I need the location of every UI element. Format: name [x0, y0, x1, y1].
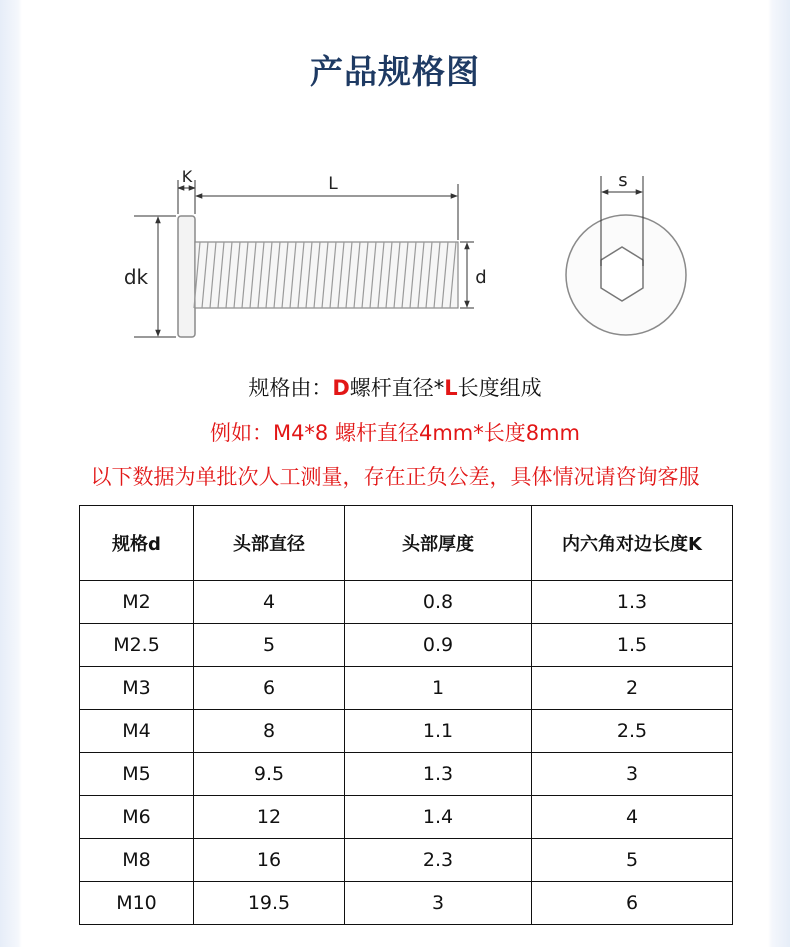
note1-prefix: 规格由：	[248, 376, 333, 400]
cell-head-thickness: 1.4	[345, 796, 532, 839]
screw-diagram-svg	[22, 140, 768, 360]
cell-spec: M5	[80, 753, 194, 796]
table-row	[80, 710, 733, 753]
header-head-thickness: 头部厚度	[345, 506, 532, 581]
cell-spec: M4	[80, 710, 194, 753]
cell-spec: M10	[80, 882, 194, 925]
cell-head-thickness: 0.9	[345, 624, 532, 667]
table-row	[80, 839, 733, 882]
table-row	[80, 796, 733, 839]
header-hex-size-k: 内六角对边长度K	[532, 506, 733, 581]
cell-head-diameter: 8	[194, 710, 345, 753]
example-note: 例如：M4*8 螺杆直径4mm*长度8mm	[209, 421, 581, 445]
note1-d: D	[332, 376, 350, 400]
cell-hex-size: 4	[532, 796, 733, 839]
cell-head-thickness: 0.8	[345, 581, 532, 624]
cell-head-diameter: 5	[194, 624, 345, 667]
cell-head-thickness: 1.3	[345, 753, 532, 796]
spec-format-note	[22, 372, 768, 402]
note1-suffix: 长度组成	[457, 376, 542, 400]
table-row	[80, 581, 733, 624]
table-row	[80, 882, 733, 925]
cell-hex-size: 6	[532, 882, 733, 925]
note1-mid: 螺杆直径*	[349, 376, 445, 400]
tolerance-note: 以下数据为单批次人工测量，存在正负公差，具体情况请咨询客服	[90, 465, 700, 489]
cell-hex-size: 2	[532, 667, 733, 710]
cell-hex-size: 3	[532, 753, 733, 796]
cell-spec: M2.5	[80, 624, 194, 667]
cell-spec: M8	[80, 839, 194, 882]
cell-head-diameter: 12	[194, 796, 345, 839]
screw-dimension-diagram	[22, 140, 768, 360]
cell-hex-size: 2.5	[532, 710, 733, 753]
table-row	[80, 624, 733, 667]
cell-hex-size: 1.5	[532, 624, 733, 667]
screw-head-shape	[178, 216, 195, 337]
spec-table	[79, 505, 733, 925]
page-title: 产品规格图	[310, 52, 480, 91]
cell-hex-size: 5	[532, 839, 733, 882]
spec-page	[22, 0, 768, 947]
cell-hex-size: 1.3	[532, 581, 733, 624]
label-d: d	[475, 267, 487, 288]
header-spec-d: 规格d	[80, 506, 194, 581]
label-l: L	[328, 174, 338, 194]
cell-head-thickness: 3	[345, 882, 532, 925]
cell-head-diameter: 4	[194, 581, 345, 624]
cell-head-diameter: 16	[194, 839, 345, 882]
cell-head-diameter: 6	[194, 667, 345, 710]
cell-head-thickness: 1	[345, 667, 532, 710]
header-head-diameter: 头部直径	[194, 506, 345, 581]
cell-spec: M2	[80, 581, 194, 624]
table-header-row	[80, 506, 733, 581]
cell-head-diameter: 19.5	[194, 882, 345, 925]
note1-l: L	[444, 376, 458, 400]
label-k: K	[181, 167, 193, 186]
cell-head-diameter: 9.5	[194, 753, 345, 796]
cell-spec: M3	[80, 667, 194, 710]
label-dk: dk	[123, 265, 149, 289]
label-s: s	[618, 170, 628, 191]
cell-spec: M6	[80, 796, 194, 839]
cell-head-thickness: 1.1	[345, 710, 532, 753]
table-row	[80, 667, 733, 710]
table-row	[80, 753, 733, 796]
cell-head-thickness: 2.3	[345, 839, 532, 882]
